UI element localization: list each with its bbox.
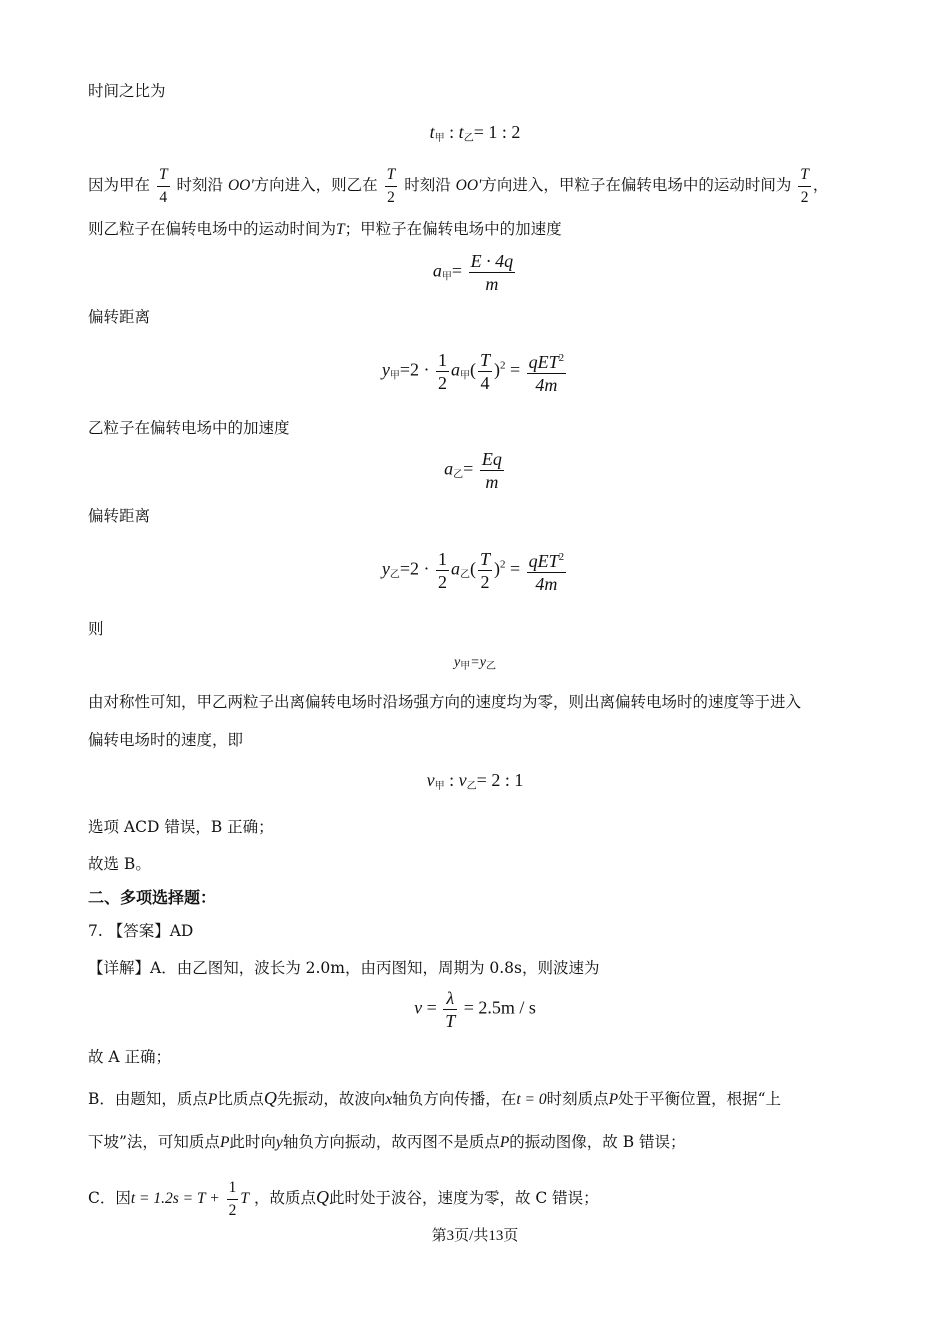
text-line-b2: 下坡”法，可知质点P此时向y轴负方向振动，故丙图不是质点P的振动图像，故 B 错误； (88, 1133, 686, 1151)
text-line: 时间之比为 (88, 82, 166, 100)
detail-line: 【详解】A．由乙图知，波长为 2.0m，由丙图知，周期为 0.8s，则波速为 (88, 959, 600, 977)
text-line: 则 (88, 620, 104, 638)
section-heading: 二、多项选择题： (88, 888, 217, 907)
page-footer: 第3页/共13页 (431, 1228, 519, 1244)
equation-y-yi: $y_乙=2$ · $\frac{1}{2}$ $a_乙$( $\frac{T}{2}$ )$^2$ = $\frac{qET^2}{4m}$ (0, 546, 950, 595)
text-line: 偏转电场时的速度，即 (88, 731, 244, 749)
equation-y-jia: $y_甲=2$ · $\frac{1}{2}$ $a_甲$( $\frac{T}{4}$ )$^2$ = $\frac{qET^2}{4m}$ (0, 347, 950, 396)
text-line: 故 A 正确； (88, 1048, 172, 1066)
equation-y-equal: $y_甲=y_乙$ (454, 655, 496, 672)
text-line: 偏转距离 (88, 507, 151, 525)
text-line: 则乙粒子在偏转电场中的运动时间为T；甲粒子在偏转电场中的加速度 (88, 220, 562, 238)
equation-v-ratio: $v_甲$ : $v_乙= 2$ : 1 (426, 770, 524, 792)
text-line: 选项 ACD 错误，B 正确； (88, 818, 274, 836)
text-line-b1: B．由题知，质点P比质点Q先振动，故波向x轴负方向传播，在t = 0时刻质点P处于平衡位置，根据“上 (88, 1088, 782, 1108)
text-line: 故选 B。 (88, 855, 151, 873)
equation-time-ratio: $t_甲$ : $t_乙= 1$ : 2 (429, 122, 521, 144)
equation-a-yi: $a_乙=$ $\frac{Eq}{m}$ (444, 449, 502, 492)
text-line: 由对称性可知，甲乙两粒子出离偏转电场时沿场强方向的速度均为零，则出离偏转电场时的速度等于进入 (88, 693, 802, 711)
text-line-entry: 因为甲在 $\frac{T}{4}$ 时刻沿 OO'方向进入，则乙在 $\frac{T}{2}$ 时刻沿 OO'方向进入，甲粒子在偏转电场中的运动时间为 $\frac{T}{2}$ ， (88, 163, 828, 209)
equation-a-jia: $a_甲=$ $\frac{E \cdot 4q}{m}$ (432, 251, 514, 294)
text-line: 乙粒子在偏转电场中的加速度 (88, 419, 290, 437)
fraction-T-over-4: $\frac{T}{4}$ (158, 165, 168, 206)
text-line-c: C．因t = 1.2s = T + $\frac{1}{2}$ T ，故质点Q此时处于波谷，速度为零，故 C 错误； (88, 1178, 599, 1219)
fraction-T-over-2: $\frac{T}{2}$ (386, 165, 396, 206)
fraction-T-over-2: $\frac{T}{2}$ (800, 165, 809, 206)
text-line: 偏转距离 (88, 308, 151, 326)
answer-line: 7. 【答案】AD (88, 922, 194, 940)
equation-wave-speed: v = $\frac{\lambda}{T}$ = 2.5m / s (414, 988, 536, 1031)
